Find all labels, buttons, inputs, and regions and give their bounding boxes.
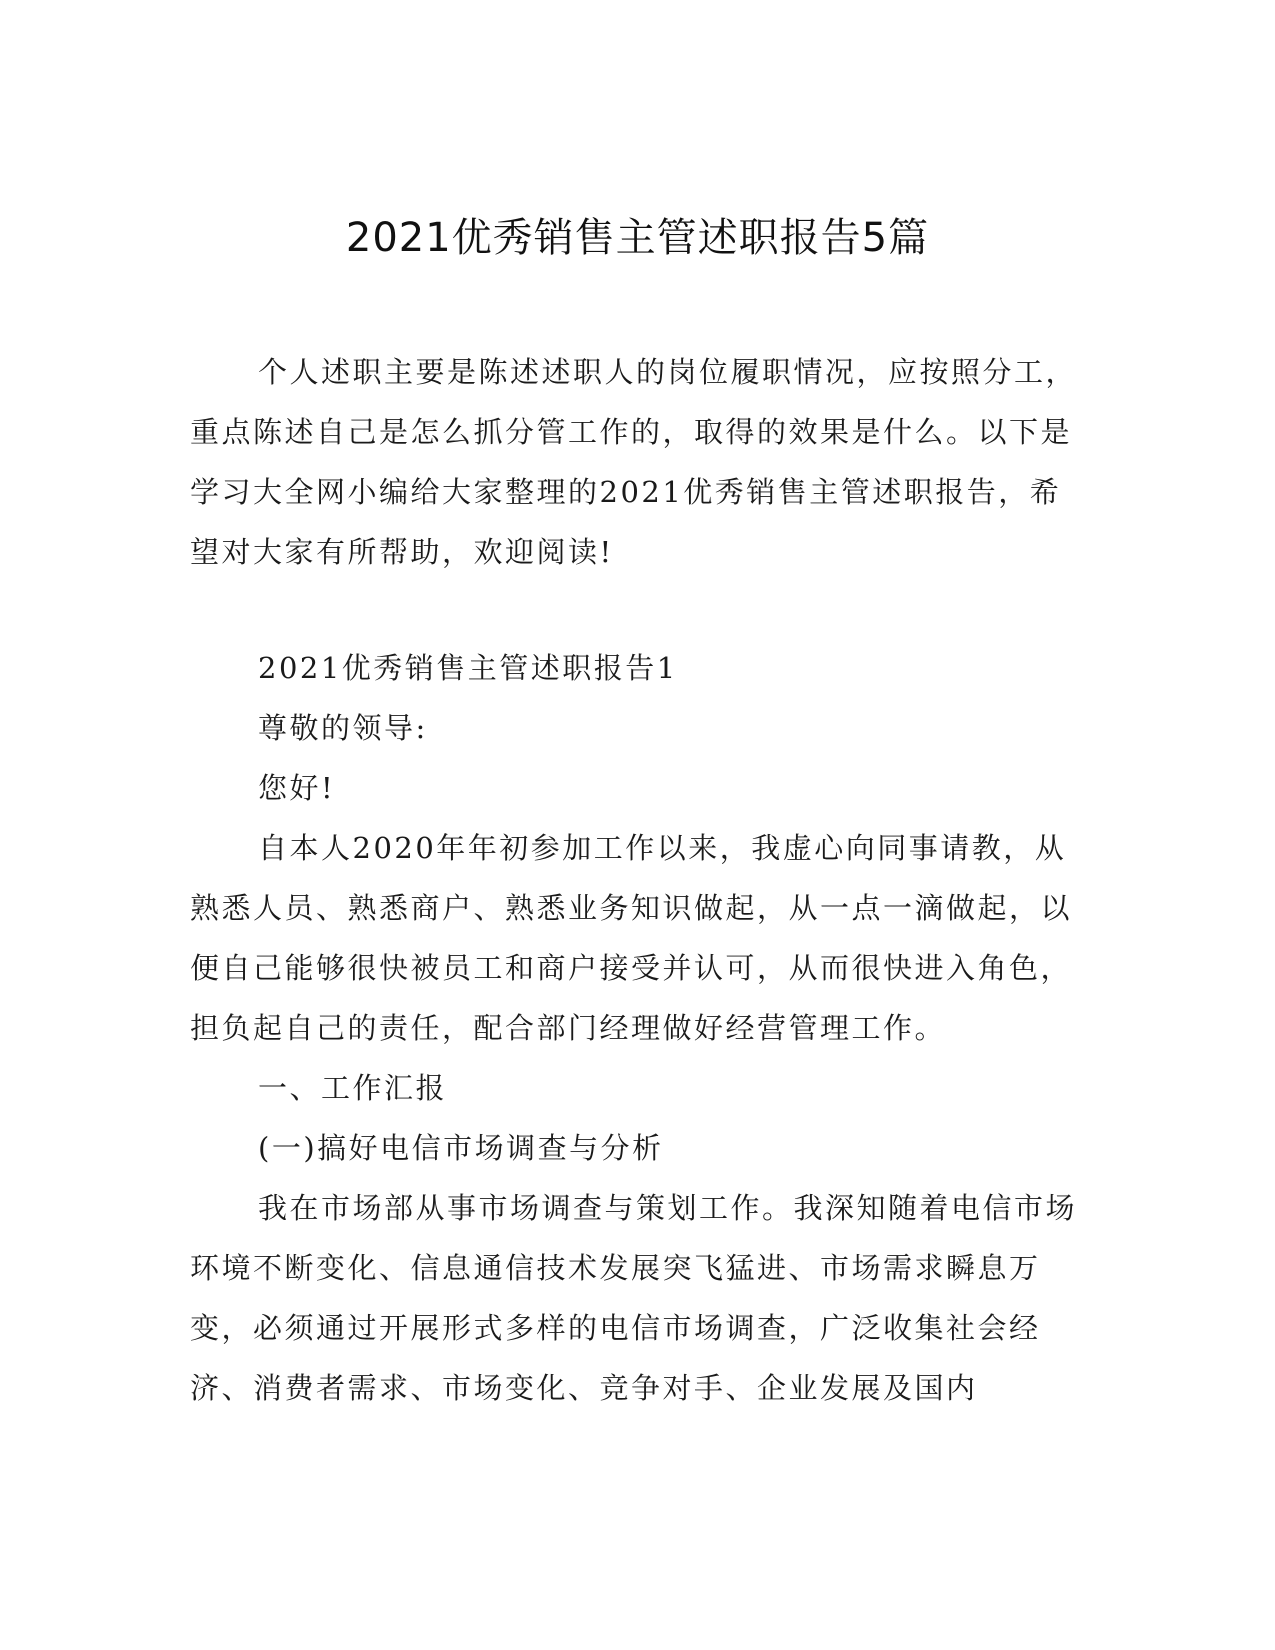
subheading: (一)搞好电信市场调查与分析 <box>258 1131 664 1165</box>
subheading: 一、工作汇报 <box>258 1071 448 1105</box>
body-paragraph: 我在市场部从事市场调查与策划工作。我深知随着电信市场环境不断变化、信息通信技术发展突飞猛进、市场需求瞬息万变，必须通过开展形式多样的电信市场调查，广泛收集社会经济、消费者需求、市场变化、竞争对手、企业发展及国内 <box>190 1191 1078 1405</box>
document-title: 2021优秀销售主管述职报告5篇 <box>345 215 930 261</box>
salutation: 尊敬的领导: <box>258 711 428 745</box>
section-heading: 2021优秀销售主管述职报告1 <box>258 651 678 685</box>
body-paragraph: 自本人2020年年初参加工作以来，我虚心向同事请教，从熟悉人员、熟悉商户、熟悉业务知识做起，从一点一滴做起，以便自己能够很快被员工和商户接受并认可，从而很快进入角色，担负起自己的责任，配合部门经理做好经营管理工作。 <box>190 831 1073 1045</box>
intro-paragraph: 个人述职主要是陈述述职人的岗位履职情况，应按照分工，重点陈述自己是怎么抓分管工作的，取得的效果是什么。以下是学习大全网小编给大家整理的2021优秀销售主管述职报告，希望对大家有所帮助，欢迎阅读! <box>190 355 1078 569</box>
greeting: 您好! <box>258 771 336 805</box>
report-section <box>190 638 1090 1418</box>
